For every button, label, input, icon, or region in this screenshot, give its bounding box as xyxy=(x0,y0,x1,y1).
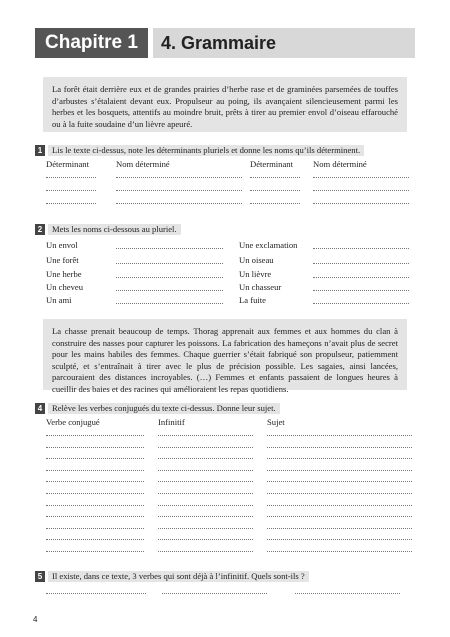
answer-line[interactable] xyxy=(46,430,144,436)
noun-item: Un ami xyxy=(46,295,72,305)
answer-line[interactable] xyxy=(158,430,253,436)
answer-line[interactable] xyxy=(267,430,412,436)
answer-line[interactable] xyxy=(313,272,409,278)
answer-line[interactable] xyxy=(267,488,412,494)
question-number: 2 xyxy=(35,224,45,235)
noun-item: Un lièvre xyxy=(239,269,272,279)
answer-line[interactable] xyxy=(267,523,412,529)
noun-item: Un chasseur xyxy=(239,282,282,292)
column-header: Infinitif xyxy=(158,417,185,427)
page-header xyxy=(35,28,415,58)
answer-line[interactable] xyxy=(158,546,253,552)
answer-line[interactable] xyxy=(46,442,144,448)
noun-item: Un oiseau xyxy=(239,255,274,265)
question-2 xyxy=(35,223,415,235)
answer-line[interactable] xyxy=(158,442,253,448)
answer-line[interactable] xyxy=(46,511,144,517)
question-4 xyxy=(35,402,415,414)
answer-line[interactable] xyxy=(46,500,144,506)
answer-line[interactable] xyxy=(46,488,144,494)
answer-line[interactable] xyxy=(267,511,412,517)
answer-line[interactable] xyxy=(46,588,146,594)
question-text: Relève les verbes conjugués du texte ci-dessus. Donne leur sujet. xyxy=(48,403,280,414)
answer-line[interactable] xyxy=(267,534,412,540)
reading-text-2: La chasse prenait beaucoup de temps. Thorag apprenait aux femmes et aux hommes du clan à construire des nasses pour capturer les poissons. La fabrication des hameçons n’avait plus de secret pour les mains habiles des femmes. Chaque guerrier s’était fabriqué son propulseur, patiemment sculpté, et s’entraînait à tirer avec le plus de précision possible. Les sagaies, ainsi lancées, parcouraient des distances incroyables. (…) Femmes et enfants passaient de longues heures à cueillir des baies et des racines qui amélioraient les repas quotidiens. xyxy=(43,319,407,390)
question-number: 1 xyxy=(35,145,45,156)
answer-line[interactable] xyxy=(162,588,267,594)
answer-line[interactable] xyxy=(295,588,400,594)
answer-line[interactable] xyxy=(116,258,223,264)
answer-line[interactable] xyxy=(158,453,253,459)
answer-line[interactable] xyxy=(158,488,253,494)
answer-line[interactable] xyxy=(46,476,144,482)
question-text: Mets les noms ci-dessous au pluriel. xyxy=(48,224,181,235)
column-header: Déterminant xyxy=(46,159,89,169)
answer-line[interactable] xyxy=(46,198,96,204)
noun-item: Une exclamation xyxy=(239,240,298,250)
answer-line[interactable] xyxy=(116,272,223,278)
column-header: Sujet xyxy=(267,417,285,427)
noun-item: Une herbe xyxy=(46,269,82,279)
answer-line[interactable] xyxy=(46,453,144,459)
answer-line[interactable] xyxy=(267,546,412,552)
question-text: Il existe, dans ce texte, 3 verbes qui sont déjà à l’infinitif. Quels sont-ils ? xyxy=(48,571,309,582)
answer-line[interactable] xyxy=(116,243,223,249)
answer-line[interactable] xyxy=(46,523,144,529)
noun-item: Une forêt xyxy=(46,255,79,265)
answer-line[interactable] xyxy=(158,465,253,471)
noun-item: La fuite xyxy=(239,295,266,305)
answer-line[interactable] xyxy=(313,172,409,178)
answer-line[interactable] xyxy=(250,198,300,204)
answer-line[interactable] xyxy=(46,185,96,191)
answer-line[interactable] xyxy=(313,258,409,264)
reading-text-1: La forêt était derrière eux et de grandes prairies d’herbe rase et de graminées parsemées de touffes d’arbustes s’étalaient devant eux. Propulseur au poing, ils avançaient silencieusement parmi les herbes et les bosquets, attentifs au moindre bruit, prêts à tirer au premier envol d’oiseau effarouché ou à la fuite soudaine d’un lièvre apeuré. xyxy=(43,77,407,132)
question-number: 5 xyxy=(35,571,45,582)
question-number: 4 xyxy=(35,403,45,414)
page-number: 4 xyxy=(33,615,38,624)
answer-line[interactable] xyxy=(46,465,144,471)
answer-line[interactable] xyxy=(250,185,300,191)
answer-line[interactable] xyxy=(313,243,409,249)
answer-line[interactable] xyxy=(116,285,223,291)
question-1 xyxy=(35,144,415,156)
answer-line[interactable] xyxy=(313,298,409,304)
answer-line[interactable] xyxy=(116,185,242,191)
column-header: Nom déterminé xyxy=(116,159,170,169)
answer-line[interactable] xyxy=(250,172,300,178)
answer-line[interactable] xyxy=(267,442,412,448)
answer-line[interactable] xyxy=(46,546,144,552)
answer-line[interactable] xyxy=(313,198,409,204)
answer-line[interactable] xyxy=(267,465,412,471)
noun-item: Un cheveu xyxy=(46,282,83,292)
answer-line[interactable] xyxy=(158,476,253,482)
answer-line[interactable] xyxy=(158,523,253,529)
question-5 xyxy=(35,570,415,582)
chapter-label: Chapitre 1 xyxy=(35,28,148,58)
column-header: Verbe conjugué xyxy=(46,417,100,427)
noun-item: Un envol xyxy=(46,240,78,250)
answer-line[interactable] xyxy=(267,500,412,506)
column-header: Nom déterminé xyxy=(313,159,367,169)
answer-line[interactable] xyxy=(267,476,412,482)
answer-line[interactable] xyxy=(158,534,253,540)
answer-line[interactable] xyxy=(158,500,253,506)
page-title: 4. Grammaire xyxy=(153,28,415,58)
answer-line[interactable] xyxy=(116,172,242,178)
question-text: Lis le texte ci-dessus, note les déterminants pluriels et donne les noms qu’ils déterminent. xyxy=(48,145,364,156)
answer-line[interactable] xyxy=(158,511,253,517)
answer-line[interactable] xyxy=(46,172,96,178)
answer-line[interactable] xyxy=(313,285,409,291)
answer-line[interactable] xyxy=(116,198,242,204)
answer-line[interactable] xyxy=(267,453,412,459)
answer-line[interactable] xyxy=(116,298,223,304)
answer-line[interactable] xyxy=(46,534,144,540)
answer-line[interactable] xyxy=(313,185,409,191)
column-header: Déterminant xyxy=(250,159,293,169)
